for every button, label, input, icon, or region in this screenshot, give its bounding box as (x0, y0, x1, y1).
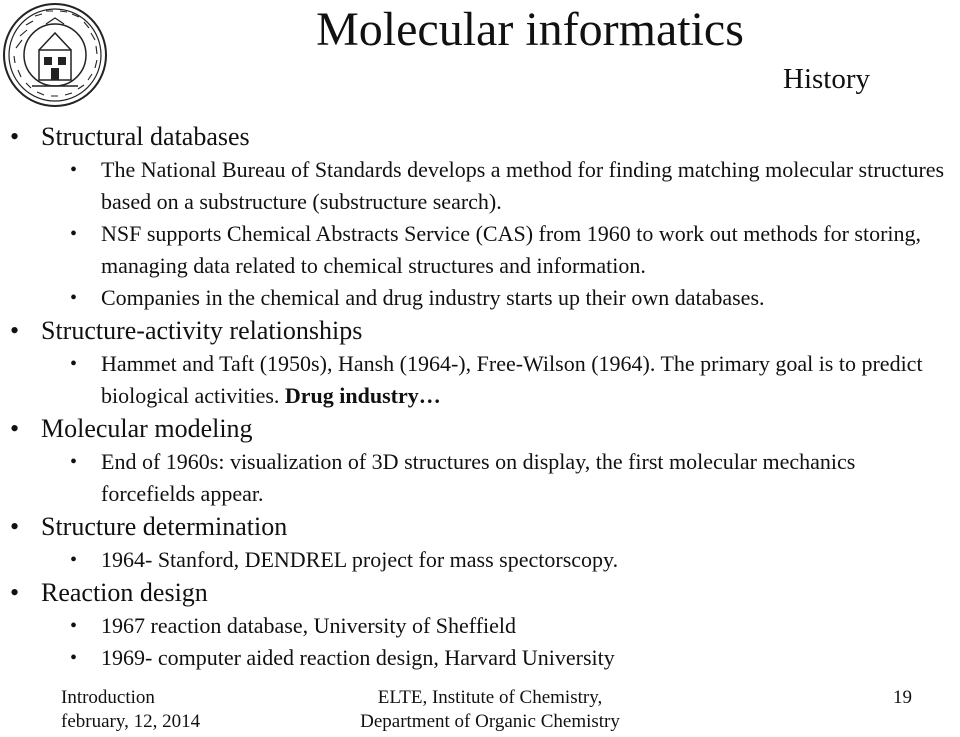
bullet-icon: • (70, 615, 78, 637)
bullet-icon: • (70, 223, 78, 245)
section-structure-determination (0, 510, 960, 543)
item-text: 1967 reaction database, University of Sheffield (101, 613, 517, 638)
section-heading: Structure determination (41, 512, 288, 541)
footer-course: Introduction (61, 687, 155, 708)
item-text: 1964- Stanford, DENDREL project for mass spectorscopy. (101, 547, 619, 572)
slide-title: Molecular informatics (316, 3, 744, 56)
footer-center (352, 686, 628, 734)
list-item (0, 446, 960, 510)
section-structure-activity (0, 314, 960, 347)
slide-content (0, 120, 960, 674)
section-heading: Structural databases (41, 122, 250, 151)
list-item (0, 282, 960, 314)
bullet-icon: • (10, 414, 20, 443)
footer-department: Department of Organic Chemistry (360, 711, 620, 732)
bullet-icon: • (70, 451, 78, 473)
slide-subtitle: History (783, 63, 870, 95)
section-structural-databases (0, 120, 960, 153)
page-number: 19 (893, 687, 912, 708)
section-heading: Reaction design (41, 578, 208, 607)
item-text: 1969- computer aided reaction design, Harvard University (101, 645, 615, 670)
section-heading: Structure-activity relationships (41, 316, 363, 345)
bullet-icon: • (70, 647, 78, 669)
list-item (0, 610, 960, 642)
bullet-icon: • (10, 578, 20, 607)
section-reaction-design (0, 576, 960, 609)
item-text: Hammet and Taft (1950s), Hansh (1964-), Free-Wilson (1964). The primary goal is to predict biological activities. (101, 351, 923, 408)
footer-date: february, 12, 2014 (61, 711, 201, 732)
list-item (0, 218, 960, 282)
item-text: The National Bureau of Standards develops a method for finding matching molecular structures based on a substructure (substructure search). (101, 157, 945, 214)
list-item (0, 348, 960, 412)
footer-institute: ELTE, Institute of Chemistry, (377, 687, 603, 708)
bullet-icon: • (70, 353, 78, 375)
university-seal-icon (2, 0, 108, 110)
bullet-icon: • (70, 159, 78, 181)
footer-left (61, 686, 200, 734)
item-text: NSF supports Chemical Abstracts Service (CAS) from 1960 to work out methods for storing, managing data related to chemical structures and information. (101, 221, 922, 278)
section-heading: Molecular modeling (41, 414, 253, 443)
item-bold-text: Drug industry… (284, 383, 441, 408)
item-text: End of 1960s: visualization of 3D structures on display, the first molecular mechanics forcefields appear. (101, 449, 856, 506)
list-item (0, 642, 960, 674)
section-molecular-modeling (0, 412, 960, 445)
bullet-icon: • (70, 549, 78, 571)
bullet-icon: • (70, 287, 78, 309)
bullet-icon: • (10, 122, 20, 151)
bullet-icon: • (10, 512, 20, 541)
bullet-icon: • (10, 316, 20, 345)
list-item (0, 154, 960, 218)
item-text: Companies in the chemical and drug industry starts up their own databases. (101, 285, 765, 310)
list-item (0, 544, 960, 576)
